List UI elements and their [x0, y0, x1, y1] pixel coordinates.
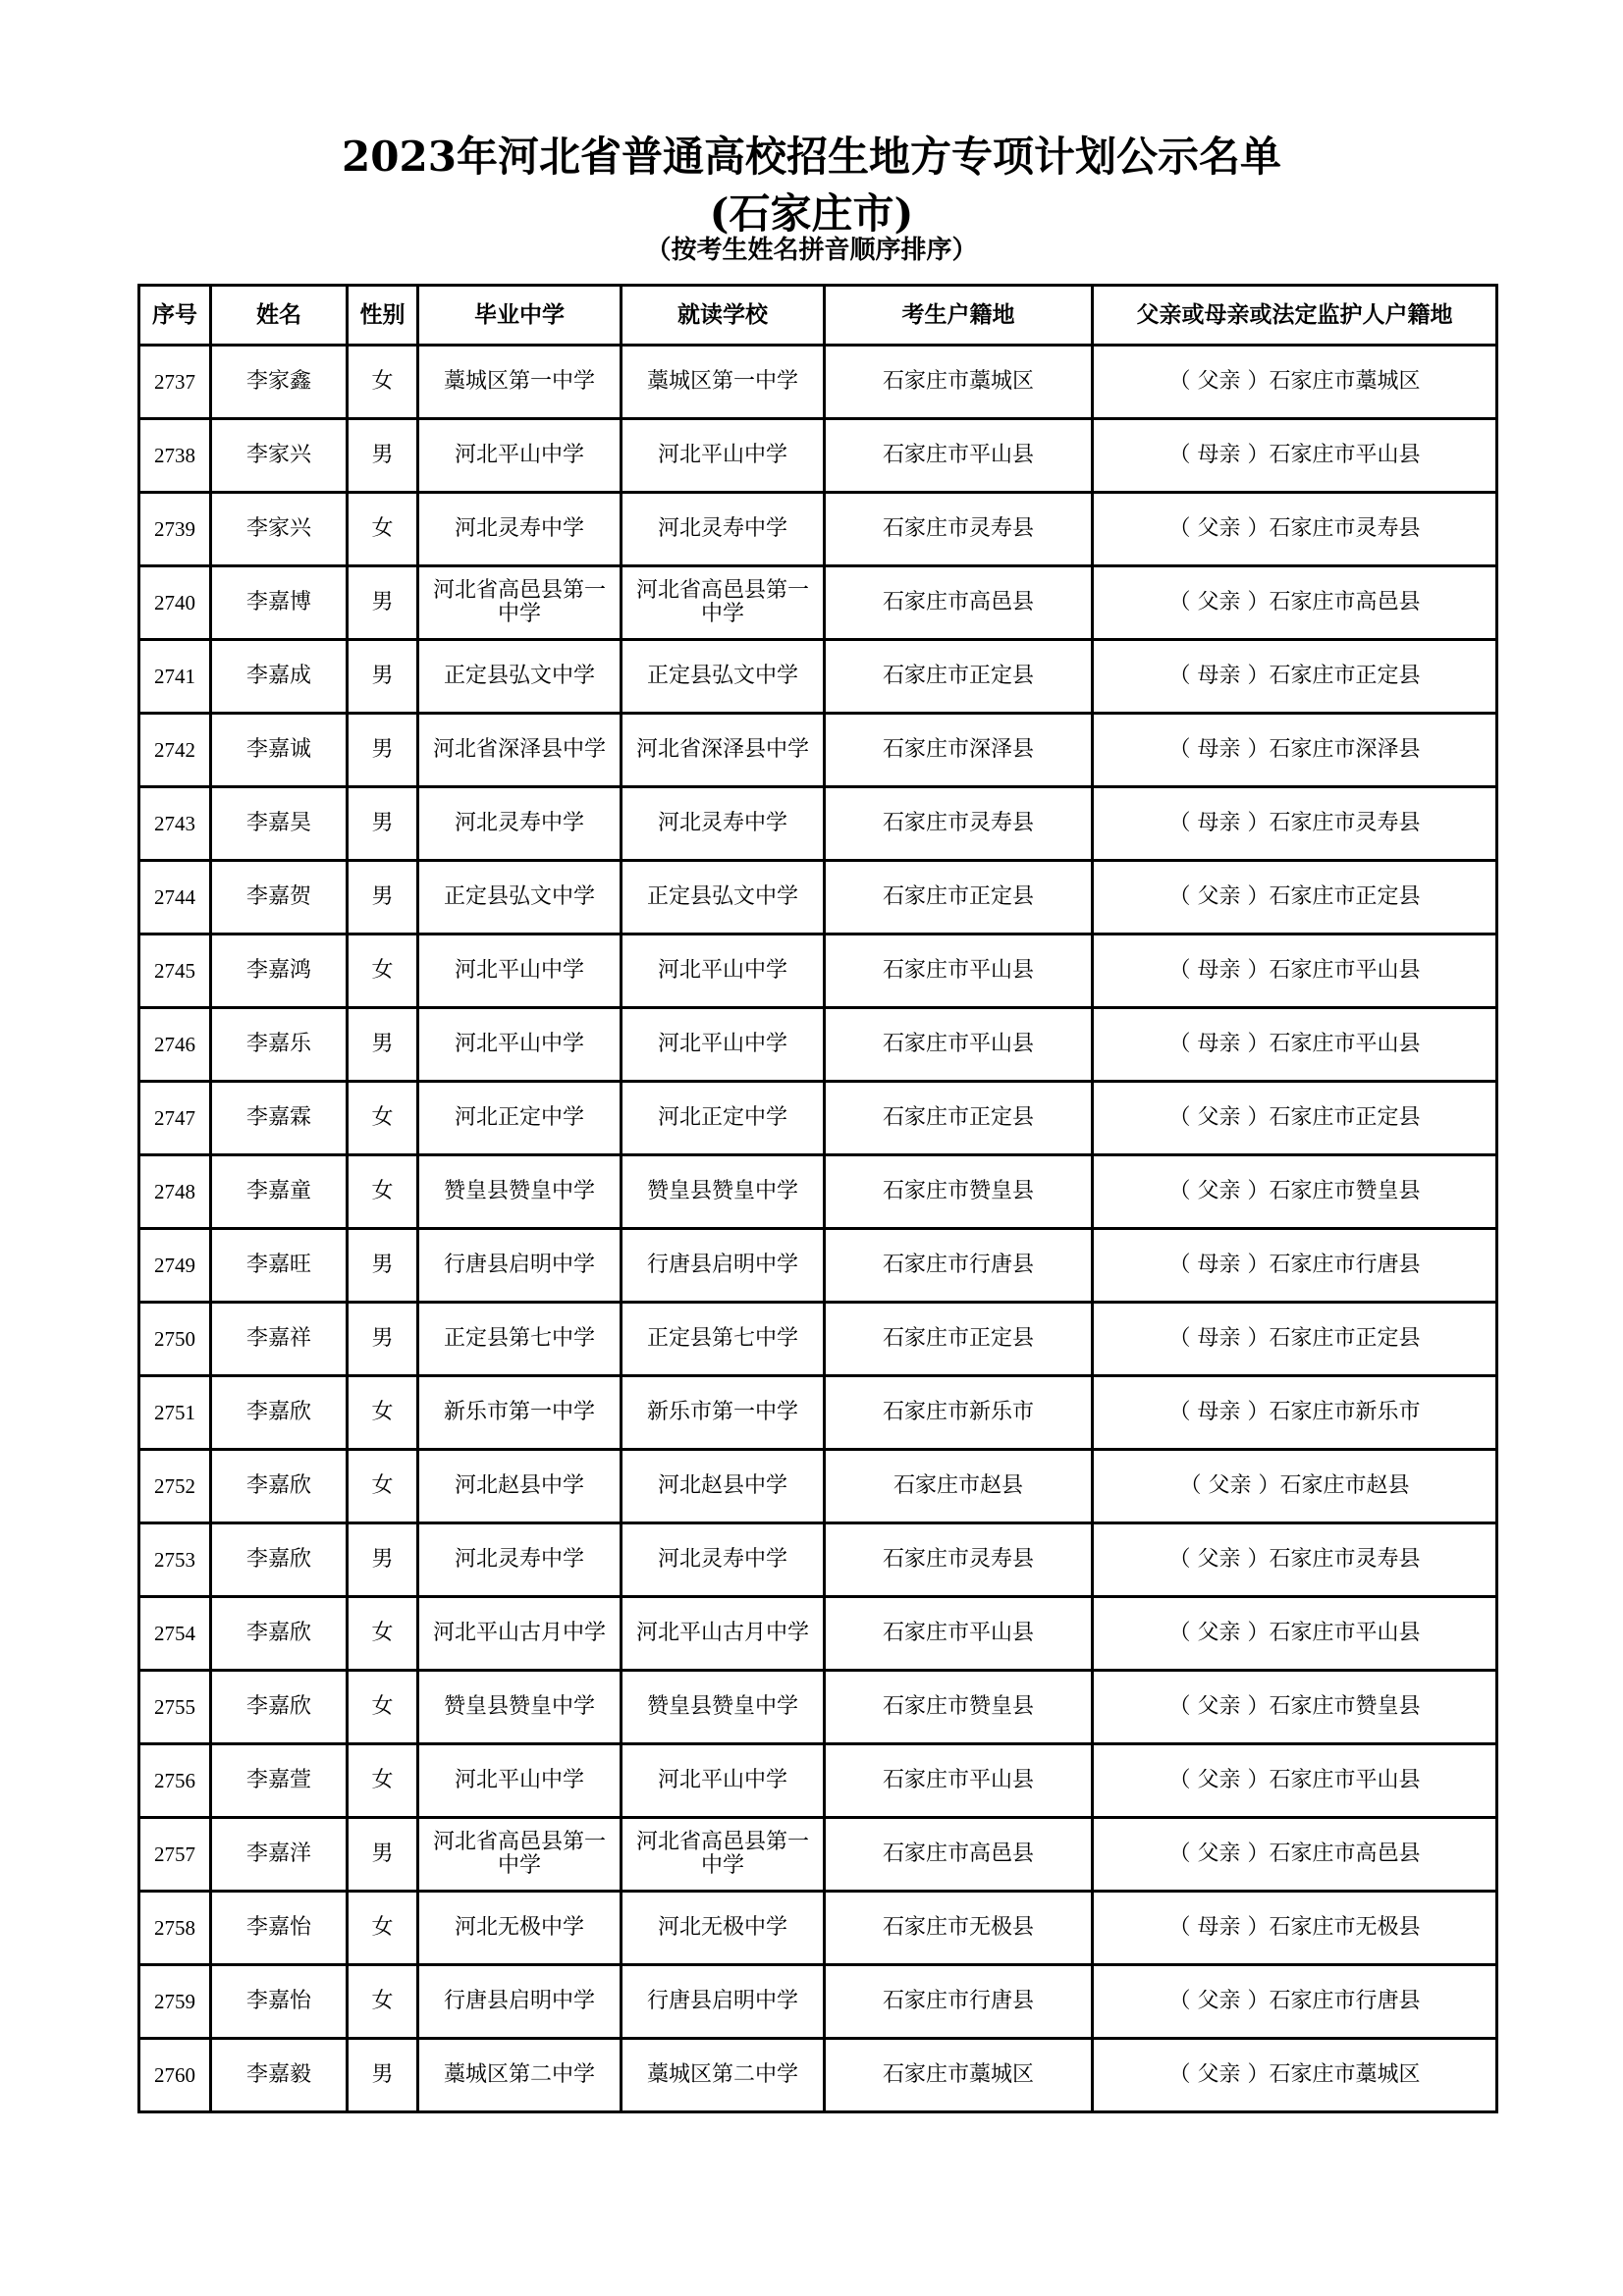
cell-graduate-school: 河北平山古月中学	[418, 1597, 622, 1671]
cell-seq: 2757	[139, 1818, 211, 1892]
cell-name: 李嘉欣	[211, 1523, 348, 1597]
cell-gender: 女	[348, 1671, 418, 1744]
cell-seq: 2750	[139, 1303, 211, 1376]
cell-current-school: 赞皇县赞皇中学	[622, 1671, 825, 1744]
cell-graduate-school: 河北灵寿中学	[418, 493, 622, 566]
cell-gender: 女	[348, 1597, 418, 1671]
cell-student-domicile: 石家庄市藁城区	[825, 2039, 1093, 2112]
roster-table	[137, 284, 1498, 2113]
table-row	[139, 1744, 1497, 1818]
cell-current-school: 河北省高邑县第一中学	[622, 1818, 825, 1892]
cell-name: 李嘉欣	[211, 1671, 348, 1744]
cell-graduate-school: 河北灵寿中学	[418, 787, 622, 861]
cell-guardian-domicile: （ 父亲 ）石家庄市灵寿县	[1093, 1523, 1497, 1597]
table-row	[139, 787, 1497, 861]
cell-graduate-school: 藁城区第一中学	[418, 346, 622, 419]
cell-gender: 女	[348, 1892, 418, 1965]
table-row	[139, 1523, 1497, 1597]
cell-seq: 2745	[139, 934, 211, 1008]
cell-name: 李嘉欣	[211, 1376, 348, 1450]
cell-guardian-domicile: （ 父亲 ）石家庄市赞皇县	[1093, 1671, 1497, 1744]
table-row	[139, 566, 1497, 640]
cell-student-domicile: 石家庄市正定县	[825, 1082, 1093, 1155]
cell-graduate-school: 河北平山中学	[418, 1008, 622, 1082]
cell-current-school: 藁城区第一中学	[622, 346, 825, 419]
cell-seq: 2760	[139, 2039, 211, 2112]
cell-gender: 女	[348, 1744, 418, 1818]
cell-name: 李嘉昊	[211, 787, 348, 861]
cell-seq: 2752	[139, 1450, 211, 1523]
cell-current-school: 河北平山古月中学	[622, 1597, 825, 1671]
cell-student-domicile: 石家庄市灵寿县	[825, 787, 1093, 861]
cell-name: 李嘉祥	[211, 1303, 348, 1376]
cell-student-domicile: 石家庄市高邑县	[825, 1818, 1093, 1892]
table-row	[139, 714, 1497, 787]
cell-student-domicile: 石家庄市平山县	[825, 934, 1093, 1008]
table-row	[139, 1082, 1497, 1155]
cell-current-school: 河北无极中学	[622, 1892, 825, 1965]
table-row	[139, 1008, 1497, 1082]
cell-graduate-school: 河北省深泽县中学	[418, 714, 622, 787]
table-row	[139, 1965, 1497, 2039]
cell-name: 李嘉怡	[211, 1965, 348, 2039]
cell-gender: 男	[348, 1523, 418, 1597]
cell-guardian-domicile: （ 父亲 ）石家庄市藁城区	[1093, 2039, 1497, 2112]
column-header-gender: 性别	[348, 286, 418, 346]
cell-seq: 2753	[139, 1523, 211, 1597]
cell-guardian-domicile: （ 父亲 ）石家庄市平山县	[1093, 1597, 1497, 1671]
table-row	[139, 934, 1497, 1008]
document-title: 2023年河北省普通高校招生地方专项计划公示名单	[342, 133, 1281, 181]
cell-name: 李嘉毅	[211, 2039, 348, 2112]
cell-name: 李家兴	[211, 419, 348, 493]
cell-seq: 2759	[139, 1965, 211, 2039]
cell-guardian-domicile: （ 父亲 ）石家庄市高邑县	[1093, 1818, 1497, 1892]
cell-graduate-school: 河北平山中学	[418, 1744, 622, 1818]
document-subtitle: (石家庄市)	[709, 189, 914, 238]
cell-seq: 2741	[139, 640, 211, 714]
cell-name: 李嘉洋	[211, 1818, 348, 1892]
cell-gender: 男	[348, 566, 418, 640]
cell-name: 李嘉怡	[211, 1892, 348, 1965]
cell-current-school: 河北平山中学	[622, 1008, 825, 1082]
cell-graduate-school: 河北省高邑县第一中学	[418, 566, 622, 640]
cell-gender: 男	[348, 1303, 418, 1376]
cell-student-domicile: 石家庄市平山县	[825, 419, 1093, 493]
cell-graduate-school: 赞皇县赞皇中学	[418, 1155, 622, 1229]
cell-current-school: 河北正定中学	[622, 1082, 825, 1155]
cell-seq: 2756	[139, 1744, 211, 1818]
cell-guardian-domicile: （ 母亲 ）石家庄市平山县	[1093, 419, 1497, 493]
cell-graduate-school: 正定县第七中学	[418, 1303, 622, 1376]
cell-seq: 2749	[139, 1229, 211, 1303]
cell-name: 李嘉乐	[211, 1008, 348, 1082]
column-header-guardian-domicile: 父亲或母亲或法定监护人户籍地	[1093, 286, 1497, 346]
cell-guardian-domicile: （ 母亲 ）石家庄市正定县	[1093, 1303, 1497, 1376]
column-header-student-domicile: 考生户籍地	[825, 286, 1093, 346]
cell-student-domicile: 石家庄市行唐县	[825, 1229, 1093, 1303]
table-row	[139, 1229, 1497, 1303]
cell-gender: 女	[348, 1155, 418, 1229]
table-row	[139, 861, 1497, 934]
cell-gender: 女	[348, 1082, 418, 1155]
cell-student-domicile: 石家庄市灵寿县	[825, 493, 1093, 566]
cell-seq: 2751	[139, 1376, 211, 1450]
cell-student-domicile: 石家庄市藁城区	[825, 346, 1093, 419]
cell-student-domicile: 石家庄市赵县	[825, 1450, 1093, 1523]
cell-guardian-domicile: （ 母亲 ）石家庄市深泽县	[1093, 714, 1497, 787]
cell-guardian-domicile: （ 父亲 ）石家庄市藁城区	[1093, 346, 1497, 419]
cell-current-school: 河北省深泽县中学	[622, 714, 825, 787]
cell-current-school: 新乐市第一中学	[622, 1376, 825, 1450]
cell-graduate-school: 河北无极中学	[418, 1892, 622, 1965]
cell-current-school: 河北平山中学	[622, 419, 825, 493]
cell-name: 李嘉童	[211, 1155, 348, 1229]
cell-seq: 2737	[139, 346, 211, 419]
cell-current-school: 河北灵寿中学	[622, 493, 825, 566]
cell-current-school: 正定县第七中学	[622, 1303, 825, 1376]
cell-current-school: 行唐县启明中学	[622, 1965, 825, 2039]
cell-name: 李嘉欣	[211, 1597, 348, 1671]
table-header-row	[139, 286, 1497, 346]
column-header-seq: 序号	[139, 286, 211, 346]
cell-seq: 2739	[139, 493, 211, 566]
column-header-graduate-school: 毕业中学	[418, 286, 622, 346]
cell-gender: 男	[348, 2039, 418, 2112]
table-row	[139, 640, 1497, 714]
table-row	[139, 493, 1497, 566]
cell-current-school: 赞皇县赞皇中学	[622, 1155, 825, 1229]
column-header-current-school: 就读学校	[622, 286, 825, 346]
cell-gender: 男	[348, 1818, 418, 1892]
cell-name: 李嘉欣	[211, 1450, 348, 1523]
table-row	[139, 419, 1497, 493]
table-row	[139, 1597, 1497, 1671]
cell-guardian-domicile: （ 母亲 ）石家庄市灵寿县	[1093, 787, 1497, 861]
cell-gender: 男	[348, 861, 418, 934]
cell-graduate-school: 河北平山中学	[418, 934, 622, 1008]
cell-gender: 女	[348, 1376, 418, 1450]
cell-student-domicile: 石家庄市正定县	[825, 861, 1093, 934]
cell-name: 李嘉博	[211, 566, 348, 640]
cell-student-domicile: 石家庄市赞皇县	[825, 1671, 1093, 1744]
cell-student-domicile: 石家庄市无极县	[825, 1892, 1093, 1965]
cell-current-school: 河北灵寿中学	[622, 1523, 825, 1597]
cell-graduate-school: 行唐县启明中学	[418, 1965, 622, 2039]
cell-name: 李嘉鸿	[211, 934, 348, 1008]
cell-student-domicile: 石家庄市平山县	[825, 1597, 1093, 1671]
sort-note: （按考生姓名拼音顺序排序）	[645, 236, 978, 265]
cell-seq: 2744	[139, 861, 211, 934]
cell-student-domicile: 石家庄市高邑县	[825, 566, 1093, 640]
cell-gender: 男	[348, 640, 418, 714]
cell-name: 李家鑫	[211, 346, 348, 419]
cell-seq: 2747	[139, 1082, 211, 1155]
table-row	[139, 1303, 1497, 1376]
cell-seq: 2746	[139, 1008, 211, 1082]
table-row	[139, 1376, 1497, 1450]
cell-seq: 2755	[139, 1671, 211, 1744]
cell-student-domicile: 石家庄市正定县	[825, 1303, 1093, 1376]
table-row	[139, 1671, 1497, 1744]
cell-guardian-domicile: （ 父亲 ）石家庄市赞皇县	[1093, 1155, 1497, 1229]
cell-seq: 2740	[139, 566, 211, 640]
table-row	[139, 1892, 1497, 1965]
cell-guardian-domicile: （ 父亲 ）石家庄市平山县	[1093, 1744, 1497, 1818]
cell-gender: 女	[348, 493, 418, 566]
cell-gender: 男	[348, 787, 418, 861]
cell-current-school: 河北平山中学	[622, 934, 825, 1008]
cell-current-school: 河北灵寿中学	[622, 787, 825, 861]
cell-student-domicile: 石家庄市平山县	[825, 1744, 1093, 1818]
cell-guardian-domicile: （ 父亲 ）石家庄市赵县	[1093, 1450, 1497, 1523]
cell-seq: 2742	[139, 714, 211, 787]
cell-guardian-domicile: （ 母亲 ）石家庄市平山县	[1093, 1008, 1497, 1082]
cell-guardian-domicile: （ 母亲 ）石家庄市无极县	[1093, 1892, 1497, 1965]
cell-current-school: 河北平山中学	[622, 1744, 825, 1818]
cell-guardian-domicile: （ 父亲 ）石家庄市灵寿县	[1093, 493, 1497, 566]
cell-graduate-school: 正定县弘文中学	[418, 861, 622, 934]
cell-seq: 2754	[139, 1597, 211, 1671]
cell-guardian-domicile: （ 母亲 ）石家庄市平山县	[1093, 934, 1497, 1008]
cell-graduate-school: 河北平山中学	[418, 419, 622, 493]
cell-student-domicile: 石家庄市平山县	[825, 1008, 1093, 1082]
cell-gender: 男	[348, 419, 418, 493]
table-row	[139, 1818, 1497, 1892]
cell-student-domicile: 石家庄市赞皇县	[825, 1155, 1093, 1229]
cell-guardian-domicile: （ 父亲 ）石家庄市高邑县	[1093, 566, 1497, 640]
cell-gender: 男	[348, 714, 418, 787]
cell-name: 李嘉霖	[211, 1082, 348, 1155]
column-header-name: 姓名	[211, 286, 348, 346]
cell-gender: 男	[348, 1229, 418, 1303]
cell-guardian-domicile: （ 母亲 ）石家庄市正定县	[1093, 640, 1497, 714]
cell-seq: 2758	[139, 1892, 211, 1965]
cell-student-domicile: 石家庄市深泽县	[825, 714, 1093, 787]
cell-name: 李嘉旺	[211, 1229, 348, 1303]
cell-guardian-domicile: （ 父亲 ）石家庄市正定县	[1093, 1082, 1497, 1155]
cell-current-school: 河北赵县中学	[622, 1450, 825, 1523]
cell-gender: 女	[348, 1450, 418, 1523]
cell-gender: 女	[348, 346, 418, 419]
cell-graduate-school: 河北赵县中学	[418, 1450, 622, 1523]
cell-student-domicile: 石家庄市行唐县	[825, 1965, 1093, 2039]
cell-graduate-school: 河北省高邑县第一中学	[418, 1818, 622, 1892]
table-row	[139, 2039, 1497, 2112]
cell-guardian-domicile: （ 母亲 ）石家庄市新乐市	[1093, 1376, 1497, 1450]
cell-student-domicile: 石家庄市灵寿县	[825, 1523, 1093, 1597]
cell-gender: 男	[348, 1008, 418, 1082]
cell-gender: 女	[348, 934, 418, 1008]
cell-current-school: 河北省高邑县第一中学	[622, 566, 825, 640]
cell-current-school: 藁城区第二中学	[622, 2039, 825, 2112]
cell-current-school: 行唐县启明中学	[622, 1229, 825, 1303]
cell-name: 李嘉诚	[211, 714, 348, 787]
cell-graduate-school: 正定县弘文中学	[418, 640, 622, 714]
cell-name: 李嘉贺	[211, 861, 348, 934]
cell-student-domicile: 石家庄市正定县	[825, 640, 1093, 714]
cell-guardian-domicile: （ 父亲 ）石家庄市行唐县	[1093, 1965, 1497, 2039]
table-row	[139, 346, 1497, 419]
cell-student-domicile: 石家庄市新乐市	[825, 1376, 1093, 1450]
cell-gender: 女	[348, 1965, 418, 2039]
cell-name: 李嘉成	[211, 640, 348, 714]
cell-graduate-school: 河北正定中学	[418, 1082, 622, 1155]
cell-seq: 2748	[139, 1155, 211, 1229]
cell-graduate-school: 行唐县启明中学	[418, 1229, 622, 1303]
cell-name: 李嘉萱	[211, 1744, 348, 1818]
cell-graduate-school: 藁城区第二中学	[418, 2039, 622, 2112]
table-row	[139, 1450, 1497, 1523]
cell-graduate-school: 河北灵寿中学	[418, 1523, 622, 1597]
cell-current-school: 正定县弘文中学	[622, 861, 825, 934]
cell-name: 李家兴	[211, 493, 348, 566]
cell-graduate-school: 新乐市第一中学	[418, 1376, 622, 1450]
cell-seq: 2738	[139, 419, 211, 493]
table-row	[139, 1155, 1497, 1229]
cell-guardian-domicile: （ 父亲 ）石家庄市正定县	[1093, 861, 1497, 934]
cell-current-school: 正定县弘文中学	[622, 640, 825, 714]
cell-graduate-school: 赞皇县赞皇中学	[418, 1671, 622, 1744]
cell-guardian-domicile: （ 母亲 ）石家庄市行唐县	[1093, 1229, 1497, 1303]
cell-seq: 2743	[139, 787, 211, 861]
